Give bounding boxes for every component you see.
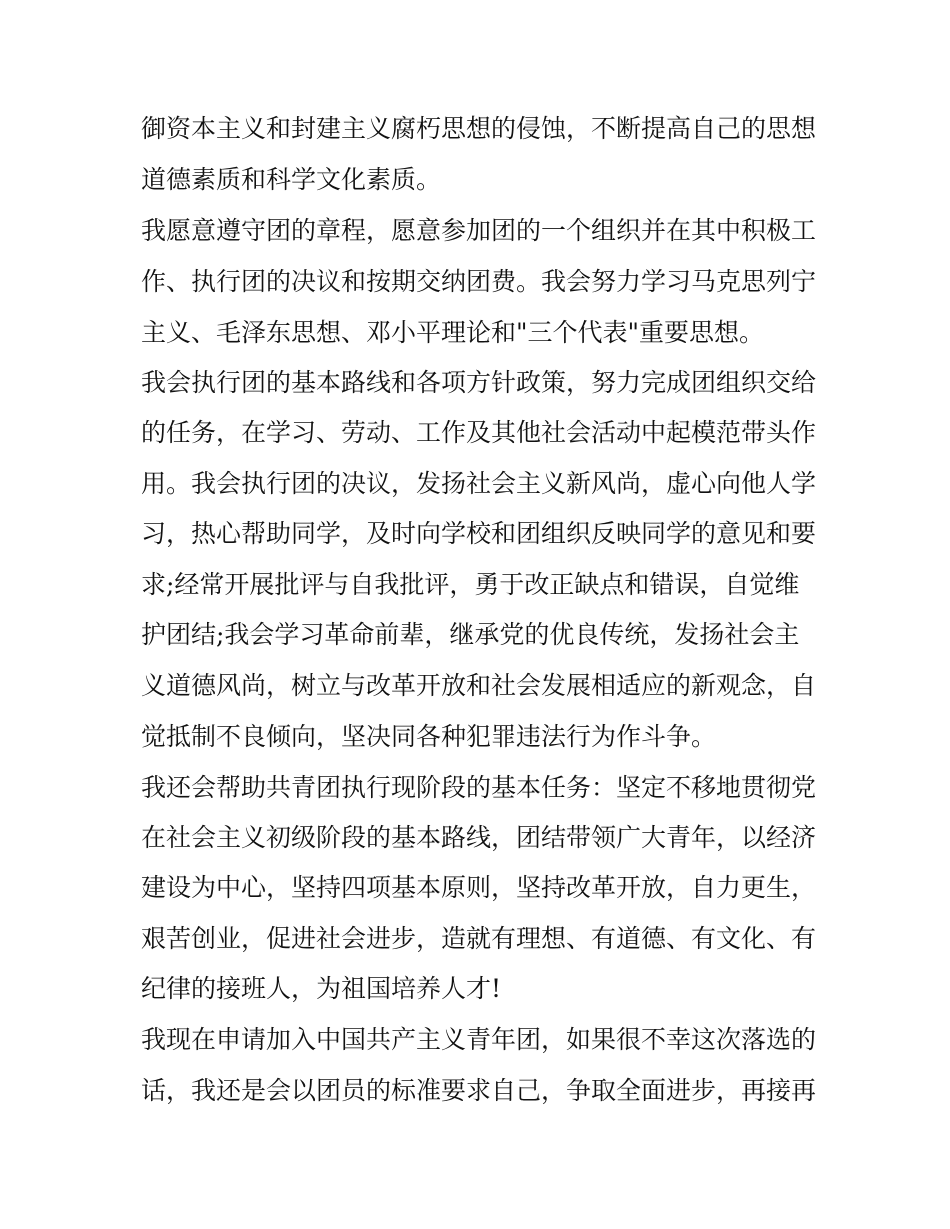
text-line: 道德素质和科学文化素质。 bbox=[141, 165, 442, 194]
text-line: 义道德风尚，树立与改革开放和社会发展相适应的新观念，自 bbox=[141, 671, 817, 700]
text-line: 作、执行团的决议和按期交纳团费。我会努力学习马克思列宁 bbox=[141, 267, 817, 296]
text-line: 我愿意遵守团的章程，愿意参加团的一个组织并在其中积极工 bbox=[141, 216, 817, 245]
text-line: 纪律的接班人，为祖国培养人才! bbox=[141, 974, 502, 1003]
text-line: 艰苦创业，促进社会进步，造就有理想、有道德、有文化、有 bbox=[141, 924, 817, 953]
text-line: 我还会帮助共青团执行现阶段的基本任务：坚定不移地贯彻党 bbox=[141, 773, 817, 802]
text-line: 御资本主义和封建主义腐朽思想的侵蚀，不断提高自己的思想 bbox=[141, 114, 817, 143]
text-line: 用。我会执行团的决议，发扬社会主义新风尚，虚心向他人学 bbox=[141, 469, 817, 498]
text-line: 我会执行团的基本路线和各项方针政策，努力完成团组织交给 bbox=[141, 368, 817, 397]
text-line: 觉抵制不良倾向，坚决同各种犯罪违法行为作斗争。 bbox=[141, 722, 717, 751]
text-line: 在社会主义初级阶段的基本路线，团结带领广大青年，以经济 bbox=[141, 823, 817, 852]
text-line: 的任务，在学习、劳动、工作及其他社会活动中起模范带头作 bbox=[141, 418, 817, 447]
text-line: 习，热心帮助同学，及时向学校和团组织反映同学的意见和要 bbox=[141, 519, 817, 548]
text-line: 护团结;我会学习革命前辈，继承党的优良传统，发扬社会主 bbox=[141, 620, 800, 649]
text-line: 求;经常开展批评与自我批评，勇于改正缺点和错误，自觉维 bbox=[141, 570, 800, 599]
text-line: 话，我还是会以团员的标准要求自己，争取全面进步，再接再 bbox=[141, 1076, 817, 1105]
text-line: 我现在申请加入中国共产主义青年团，如果很不幸这次落选的 bbox=[141, 1025, 817, 1054]
text-line: 主义、毛泽东思想、邓小平理论和"三个代表"重要思想。 bbox=[141, 318, 765, 347]
text-line: 建设为中心，坚持四项基本原则，坚持改革开放，自力更生， bbox=[141, 873, 817, 902]
